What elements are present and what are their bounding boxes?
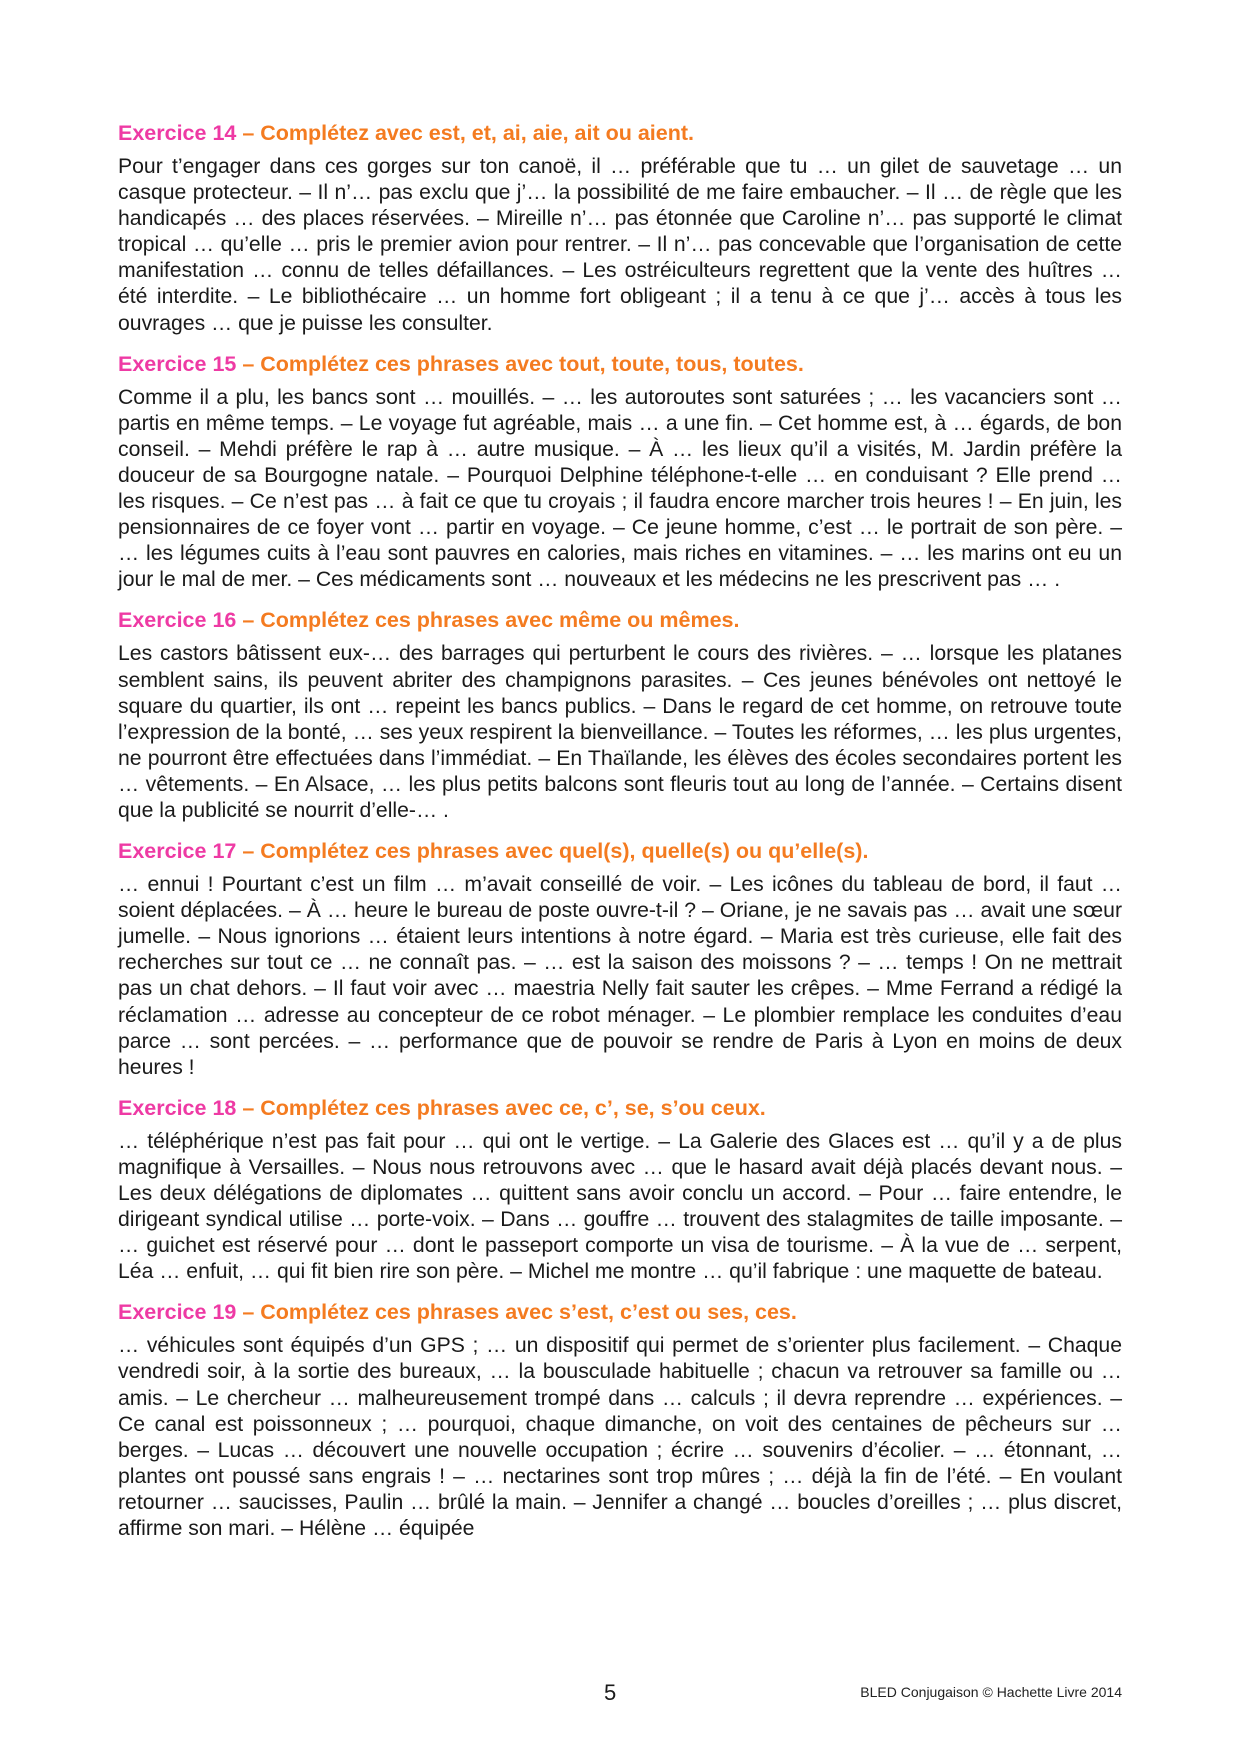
exercise-text: … véhicules sont équipés d’un GPS ; … un dispositif qui permet de s’orienter plus facilement. – Chaque vendredi soir, à la sortie des bureaux, … la bousculade habituelle ; chacun va retrouver sa famille ou … amis. – Le chercheur … malheureusement trompé dans … calculs ; il devra reprendre … expériences. – Ce canal est poissonneux ; … pourquoi, chaque dimanche, on voit des centaines de pêcheurs sur … berges. – Lucas … découvert une nouvelle occupation ; écrire … souvenirs d’écolier. – … étonnant, … plantes ont poussé sans engrais ! – … nectarines sont trop mûres ; … déjà la fin de l’été. – En voulant retourner … saucisses, Paulin … brûlé la main. – Jennifer a changé … boucles d’oreilles ; … plus discret, affirme son mari. – Hélène … équipée [118,1334,1122,1541]
exercise-number: Exercice 16 [118,608,237,633]
exercise-text: Les castors bâtissent eux-… des barrages qui perturbent le cours des rivières. – … lorsque les platanes semblent sains, ils peuvent abriter des champignons parasites. – Ces jeunes bénévoles ont nettoyé le square du quartier, ils ont … repeint les bancs publics. – Dans le regard de cet homme, on retrouve toute l’expression de la bonté, … ses yeux respirent la bienveillance. – Toutes les réformes, … les plus urgentes, ne pourront être effectuées dans l’immédiat. – En Thaïlande, les élèves des écoles secondaires portent les … vêtements. – En Alsace, … les plus petits balcons sont fleuris tout au long de l’année. – Certains disent que la publicité se nourrit d’elle-… . [118,642,1122,822]
exercise-15 [118,349,1122,594]
exercise-17 [118,836,1122,1081]
exercise-separator: – [236,839,261,864]
exercise-16 [118,605,1122,824]
exercise-number: Exercice 17 [118,839,237,864]
exercise-heading [118,1093,1122,1123]
page-footer [0,1680,1240,1708]
exercise-title: Complétez ces phrases avec s’est, c’est ou ses, ces. [260,1300,797,1325]
exercise-text: Pour t’engager dans ces gorges sur ton canoë, il … préférable que tu … un gilet de sauvetage … un casque protecteur. – Il n’… pas exclu que j’… la possibilité de me faire embaucher. – Il … de règle que les handicapés … des places réservées. – Mireille n’… pas étonnée que Caroline n’… pas supporté le climat tropical … qu’elle … pris le premier avion pour rentrer. – Il n’… pas concevable que l’organisation de cette manifestation … connu de telles défaillances. – Les ostréiculteurs regrettent que la vente des huîtres … été interdite. – Le bibliothécaire … un homme fort obligeant ; il a tenu à ce que j’… accès à tous les ouvrages … que je puisse les consulter. [118,155,1122,335]
exercise-title: Complétez ces phrases avec quel(s), quelle(s) ou qu’elle(s). [260,839,869,864]
exercise-separator: – [236,351,261,376]
exercise-title: Complétez ces phrases avec tout, toute, tous, toutes. [260,351,804,376]
exercise-heading [118,349,1122,379]
exercise-heading [118,605,1122,635]
exercise-number: Exercice 14 [118,121,237,145]
exercise-separator: – [236,1300,261,1325]
exercise-separator: – [236,608,261,633]
exercise-text: Comme il a plu, les bancs sont … mouillés. – … les autoroutes sont saturées ; … les vacanciers sont … partis en même temps. – Le voyage fut agréable, mais … a une fin. – Cet homme est, à … égards, de bon conseil. – Mehdi préfère le rap à … autre musique. – À … les lieux qu’il a visités, M. Jardin préfère la douceur de sa Bourgogne natale. – Pourquoi Delphine téléphone-t-elle … en conduisant ? Elle prend … les risques. – Ce n’est pas … à fait ce que tu croyais ; il faudra encore marcher trois heures ! – En juin, les pensionnaires de ce foyer vont … partir en voyage. – Ce jeune homme, c’est … le portrait de son père. – … les légumes cuits à l’eau sont pauvres en calories, mais riches en vitamines. – … les marins ont eu un jour le mal de mer. – Ces médicaments sont … nouveaux et les médecins ne les prescrivent pas … . [118,385,1122,592]
exercise-heading [118,836,1122,866]
exercise-text: … ennui ! Pourtant c’est un film … m’avait conseillé de voir. – Les icônes du tableau de bord, il faut … soient déplacées. – À … heure le bureau de poste ouvre-t-il ? – Oriane, je ne savais pas … avait une sœur jumelle. – Nous ignorions … étaient leurs intentions à notre égard. – Maria est très curieuse, elle fait des recherches sur tout ce … ne connaît pas. – … est la saison des moissons ? – … temps ! On ne mettrait pas un chat dehors. – Il faut voir avec … maestria Nelly fait sauter les crêpes. – Mme Ferrand a rédigé la réclamation … adresse au concepteur de ce robot ménager. – Le plombier remplace les conduites d’eau parce … sont percées. – … performance que de pouvoir se rendre de Paris à Lyon en moins de deux heures ! [118,873,1122,1079]
exercise-number: Exercice 18 [118,1095,237,1120]
exercise-number: Exercice 15 [118,351,237,376]
copyright-notice: BLED Conjugaison © Hachette Livre 2014 [860,1684,1122,1700]
exercise-separator: – [236,1095,261,1120]
exercise-heading [118,1297,1122,1327]
exercise-heading [118,118,1122,148]
document-page [118,118,1122,1554]
exercise-number: Exercice 19 [118,1300,237,1325]
exercise-title: Complétez ces phrases avec ce, c’, se, s’ou ceux. [260,1095,766,1120]
exercise-text: … téléphérique n’est pas fait pour … qui ont le vertige. – La Galerie des Glaces est … qu’il y a de plus magnifique à Versailles. – Nous nous retrouvons avec … que le hasard avait déjà placés devant nous. – Les deux délégations de diplomates … quittent sans avoir conclu un accord. – Pour … faire entendre, le dirigeant syndical utilise … porte-voix. – Dans … gouffre … trouvent des stalagmites de taille imposante. – … guichet est réservé pour … dont le passeport comporte un visa de tourisme. – À la vue de … serpent, Léa … enfuit, … qui fit bien rire son père. – Michel me montre … qu’il fabrique : une maquette de bateau. [118,1129,1122,1284]
exercise-18 [118,1093,1122,1286]
page-number: 5 [604,1680,617,1705]
exercise-title: Complétez avec est, et, ai, aie, ait ou aient. [260,121,695,145]
exercise-14 [118,118,1122,337]
exercise-19 [118,1297,1122,1542]
exercise-separator: – [236,121,261,145]
exercise-title: Complétez ces phrases avec même ou mêmes. [260,608,740,633]
